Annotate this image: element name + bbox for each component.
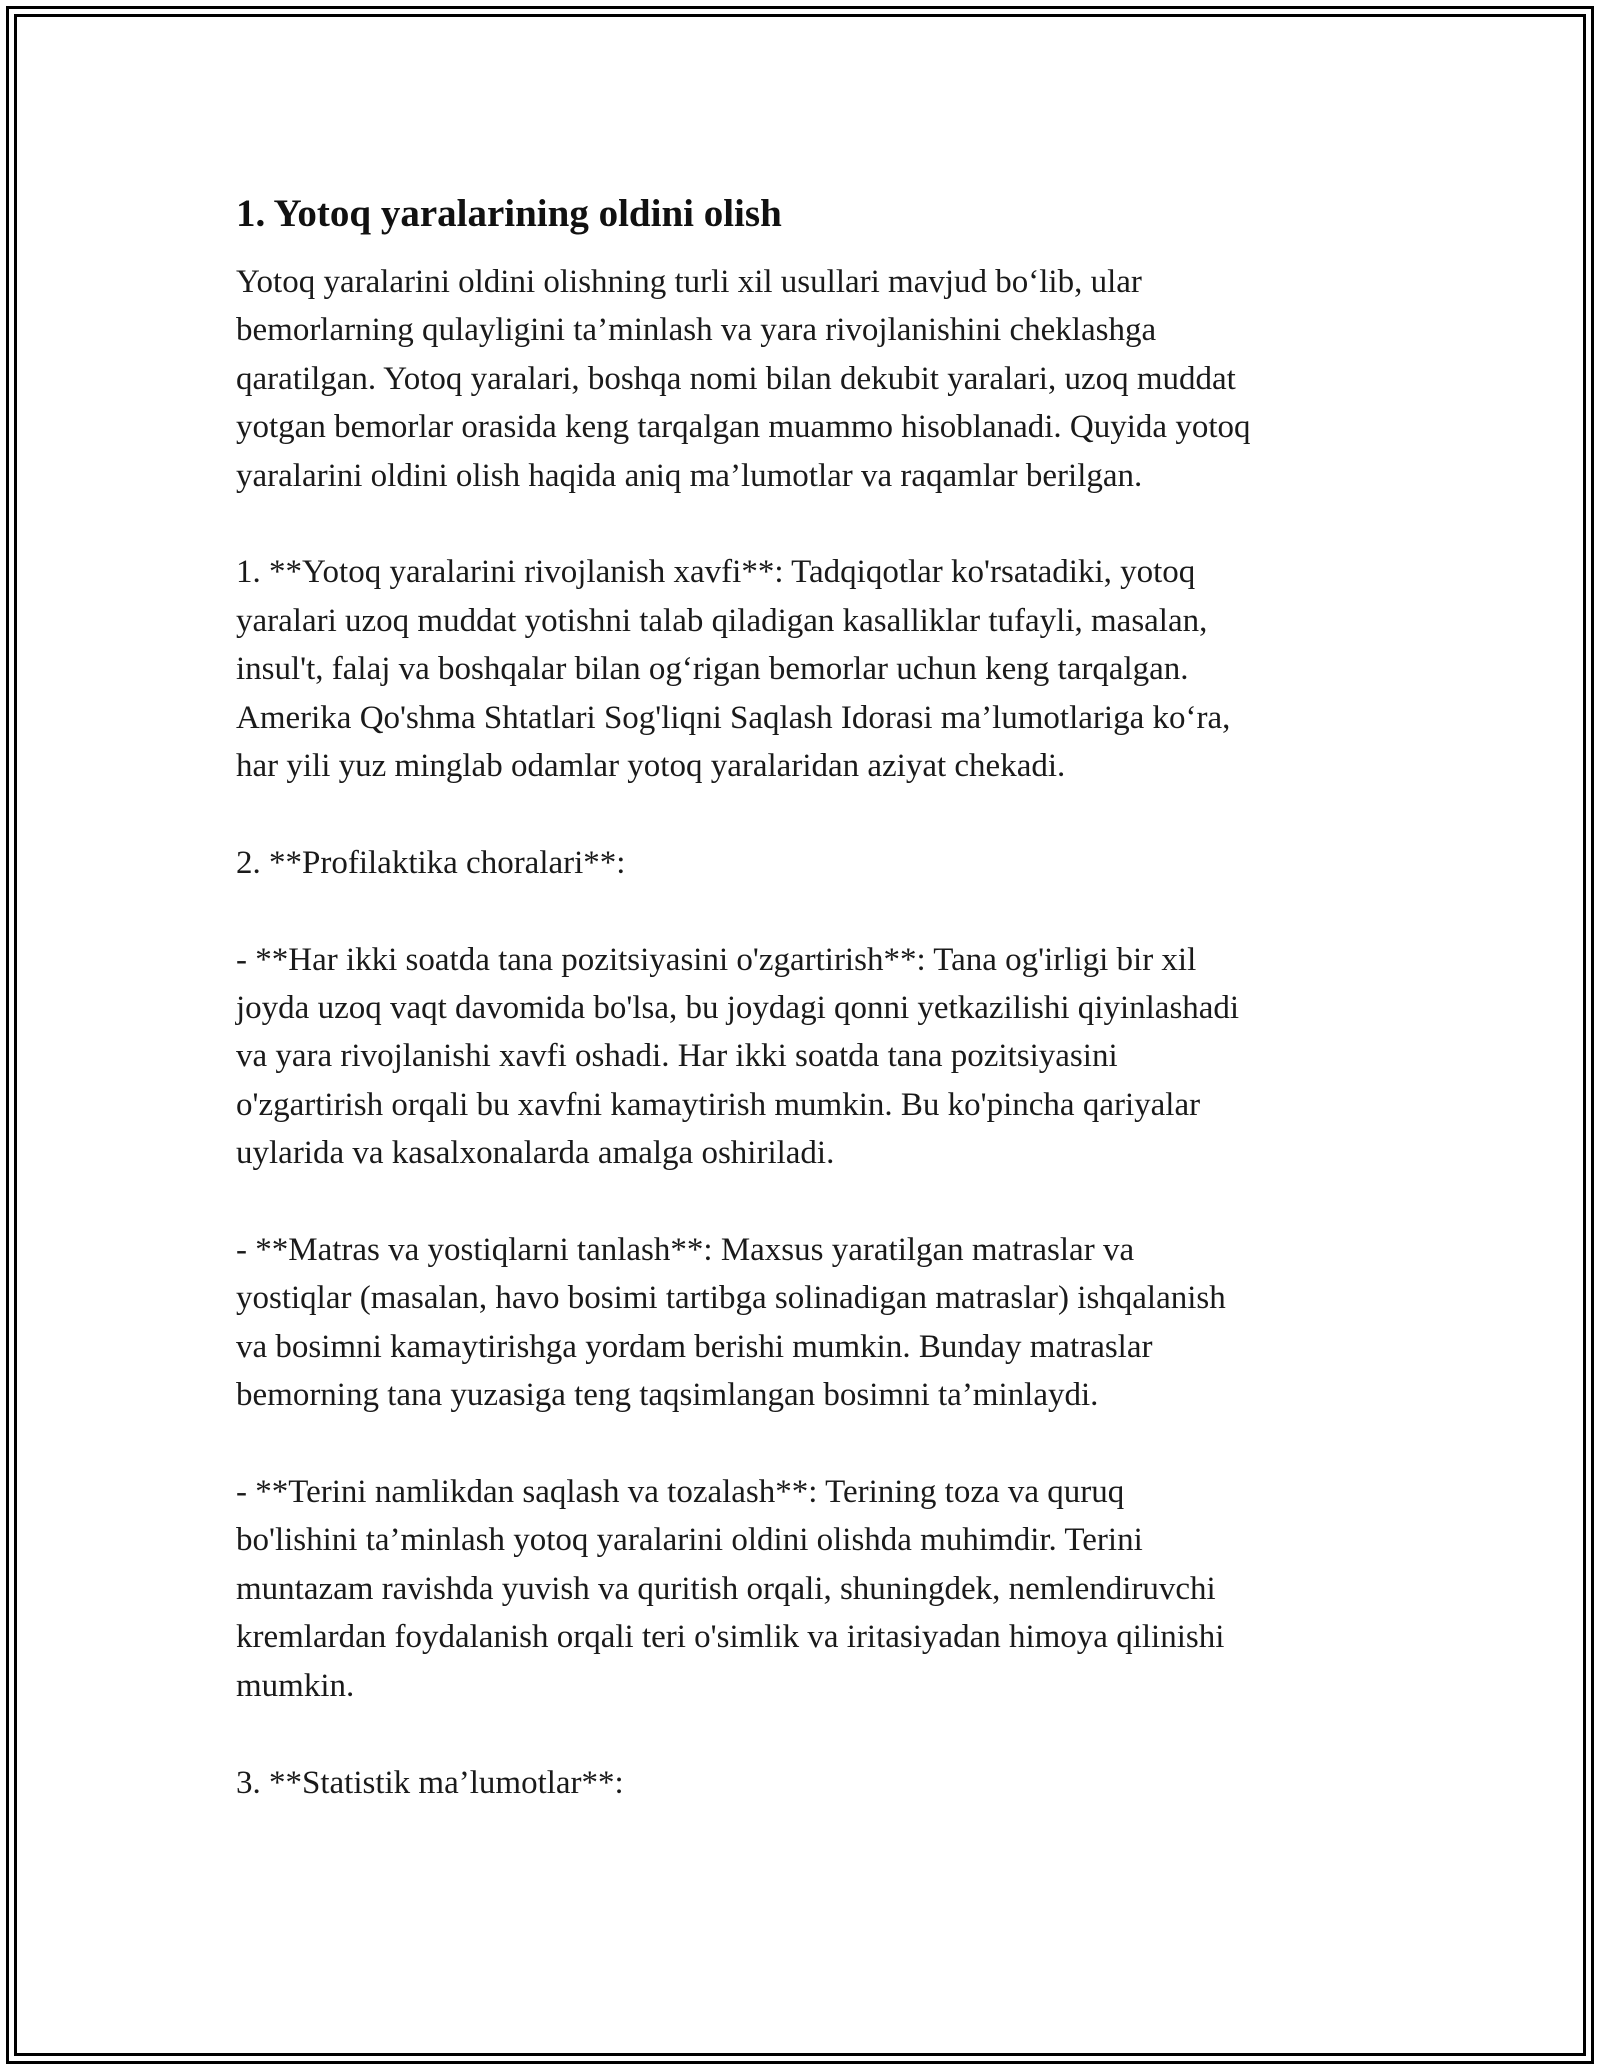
paragraph-spacer [236, 1178, 1376, 1226]
paragraph-spacer [236, 500, 1376, 548]
repositioning-paragraph: - **Har ikki soatda tana pozitsiyasini o'zgartirish**: Tana og'irligi bir xil joyda uzoq vaqt davomida bo'lsa, bu joydagi qonni yetkazilishi qiyinlashadi va yara rivojlanishi xavfi oshadi. Har ikki soatda tana pozitsiyasini o'zgartirish orqali bu xavfni kamaytirish mumkin. Bu ko'pincha qariyalar uylarida va kasalxonalarda amalga oshiriladi. [236, 941, 1240, 1172]
risk-paragraph: 1. **Yotoq yaralarini rivojlanish xavfi**: Tadqiqotlar ko'rsatadiki, yotoq yaralari uzoq muddat yotishni talab qiladigan kasalliklar tufayli, masalan, insul't, falaj va boshqalar bilan og‘rigan bemorlar uchun keng tarqalgan. Amerika Qo'shma Shtatlari Sog'liqni Saqlash Idorasi ma’lumotlariga ko‘ra, har yili yuz minglab odamlar yotoq yaralaridan aziyat chekadi. [236, 554, 1231, 785]
intro-paragraph: Yotoq yaralarini oldini olishning turli xil usullari mavjud bo‘lib, ular bemorlarning qulayligini ta’minlash va yara rivojlanishini cheklashga qaratilgan. Yotoq yaralari, boshqa nomi bilan dekubit yaralari, uzoq muddat yotgan bemorlar orasida keng tarqalgan muammo hisoblanadi. Quyida yotoq yaralarini oldini olish haqida aniq ma’lumotlar va raqamlar berilgan. [236, 264, 1251, 494]
skin-care-paragraph: - **Terini namlikdan saqlash va tozalash**: Terining toza va quruq bo'lishini ta’minlash yotoq yaralarini oldini olishda muhimdir. Terini muntazam ravishda yuvish va quritish orqali, shuningdek, nemlendiruvchi kremlardan foydalanish orqali teri o'simlik va iritasiyadan himoya qilinishi mumkin. [236, 1474, 1225, 1704]
paragraph-spacer [236, 1420, 1376, 1468]
paragraph-spacer [236, 887, 1376, 935]
section-heading: 1. Yotoq yaralarining oldini olish [236, 192, 782, 235]
document-body [236, 188, 1376, 1807]
paragraph-spacer [236, 1710, 1376, 1758]
paragraph-spacer [236, 790, 1376, 838]
prevention-heading-paragraph: 2. **Profilaktika choralari**: [236, 844, 626, 881]
statistics-heading-paragraph: 3. **Statistik ma’lumotlar**: [236, 1764, 624, 1801]
mattress-paragraph: - **Matras va yostiqlarni tanlash**: Maxsus yaratilgan matraslar va yostiqlar (masalan, havo bosimi tartibga solinadigan matraslar) ishqalanish va bosimni kamaytirishga yordam berishi mumkin. Bunday matraslar bemorning tana yuzasiga teng taqsimlangan bosimni ta’minlaydi. [236, 1232, 1226, 1414]
